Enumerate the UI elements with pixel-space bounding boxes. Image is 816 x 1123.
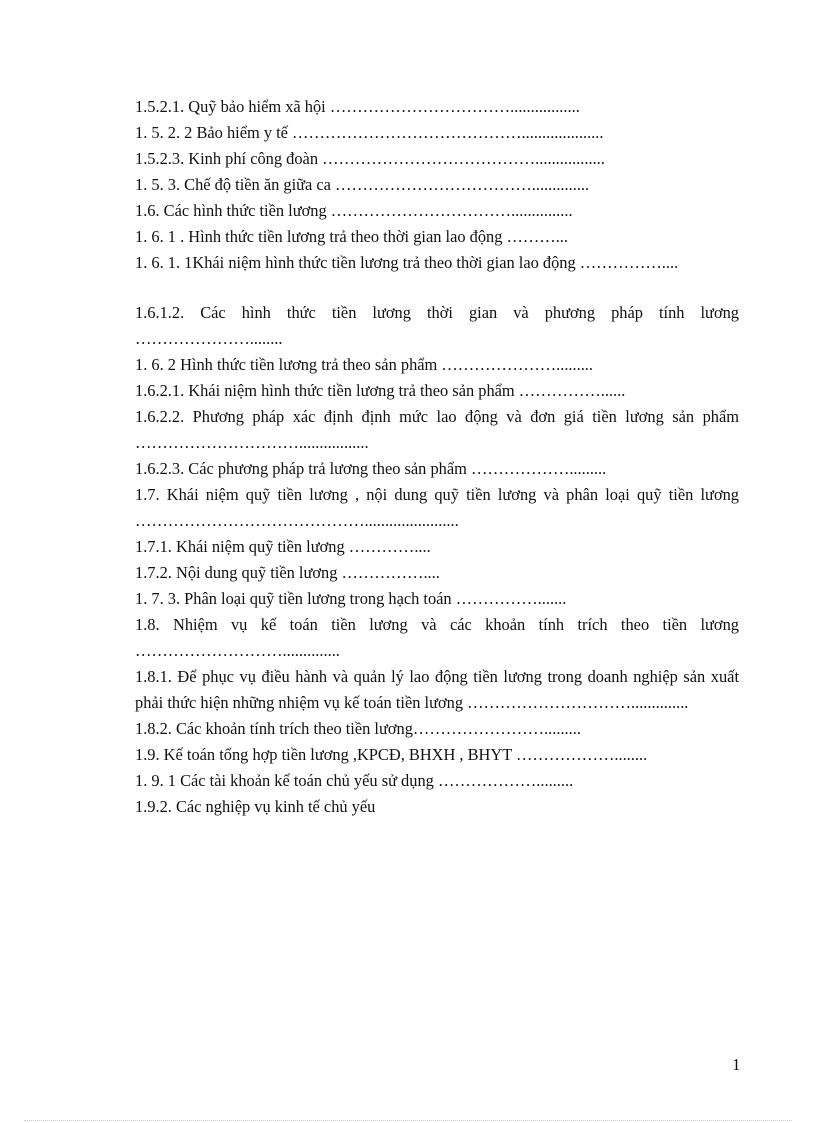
- toc-entry-1-9-1: 1. 9. 1 Các tài khoản kế toán chủ yếu sử dụng ……………….........: [135, 771, 574, 790]
- page-number: 1: [732, 1055, 741, 1074]
- toc-entry-1-6-1-1: 1. 6. 1. 1Khái niệm hình thức tiền lương trả theo thời gian lao động ……………....: [135, 253, 679, 272]
- toc-entry-1-6-2-2: 1.6.2.2. Phương pháp xác định định mức lao động và đơn giá tiền lương sản phẩm ………………………….................: [135, 407, 739, 452]
- footer-divider: [24, 1120, 792, 1121]
- table-of-contents: [135, 94, 739, 820]
- toc-entry-1-6-1-2: 1.6.1.2. Các hình thức tiền lương thời gian và phương pháp tính lương …………………........: [135, 303, 739, 348]
- toc-entry-1-7-2: 1.7.2. Nội dung quỹ tiền lương ……………....: [135, 563, 440, 582]
- toc-entry-1-7-3: 1. 7. 3. Phân loại quỹ tiền lương trong hạch toán …………….......: [135, 589, 567, 608]
- toc-entry-1-6: 1.6. Các hình thức tiền lương ……………………………...............: [135, 201, 573, 220]
- toc-entry-1-9: 1.9. Kế toán tổng hợp tiền lương ,KPCĐ, BHXH , BHYT ………………........: [135, 745, 648, 764]
- toc-entry-1-6-1: 1. 6. 1 . Hình thức tiền lương trả theo thời gian lao động ………...: [135, 227, 568, 246]
- toc-entry-1-7: 1.7. Khái niệm quỹ tiền lương , nội dung quỹ tiền lương và phân loại quỹ tiền lương …………………………………….......................: [135, 485, 739, 530]
- toc-entry-1-6-2-3: 1.6.2.3. Các phương pháp trả lương theo sản phẩm ……………….........: [135, 459, 607, 478]
- toc-entry-1-8: 1.8. Nhiệm vụ kế toán tiền lương và các khoản tính trích theo tiền lương ………………………..............: [135, 615, 739, 660]
- toc-entry-1-5-2-1: 1.5.2.1. Quỹ bảo hiểm xã hội …………………………….................: [135, 97, 580, 116]
- toc-entry-1-5-3: 1. 5. 3. Chế độ tiền ăn giữa ca ………………………………..............: [135, 175, 590, 194]
- toc-entry-1-5-2-3: 1.5.2.3. Kinh phí công đoàn ………………………………….................: [135, 149, 605, 168]
- toc-gap: [135, 276, 739, 300]
- toc-entry-1-6-2: 1. 6. 2 Hình thức tiền lương trả theo sản phẩm ………………….........: [135, 355, 594, 374]
- toc-entry-1-5-2-2: 1. 5. 2. 2 Bảo hiểm y tế ……………………………………....................: [135, 123, 604, 142]
- toc-entry-1-6-2-1: 1.6.2.1. Khái niệm hình thức tiền lương trả theo sản phẩm ……………......: [135, 381, 626, 400]
- toc-entry-1-8-1: 1.8.1. Để phục vụ điều hành và quản lý lao động tiền lương trong doanh nghiệp sản xuất phải thức hiện những nhiệm vụ kế toán tiền lương …………………………..............: [135, 667, 739, 712]
- toc-entry-1-7-1: 1.7.1. Khái niệm quỹ tiền lương …………....: [135, 537, 431, 556]
- toc-entry-1-8-2: 1.8.2. Các khoản tính trích theo tiền lương…………………….........: [135, 719, 581, 738]
- toc-entry-1-9-2: 1.9.2. Các nghiệp vụ kinh tế chủ yếu: [135, 797, 376, 816]
